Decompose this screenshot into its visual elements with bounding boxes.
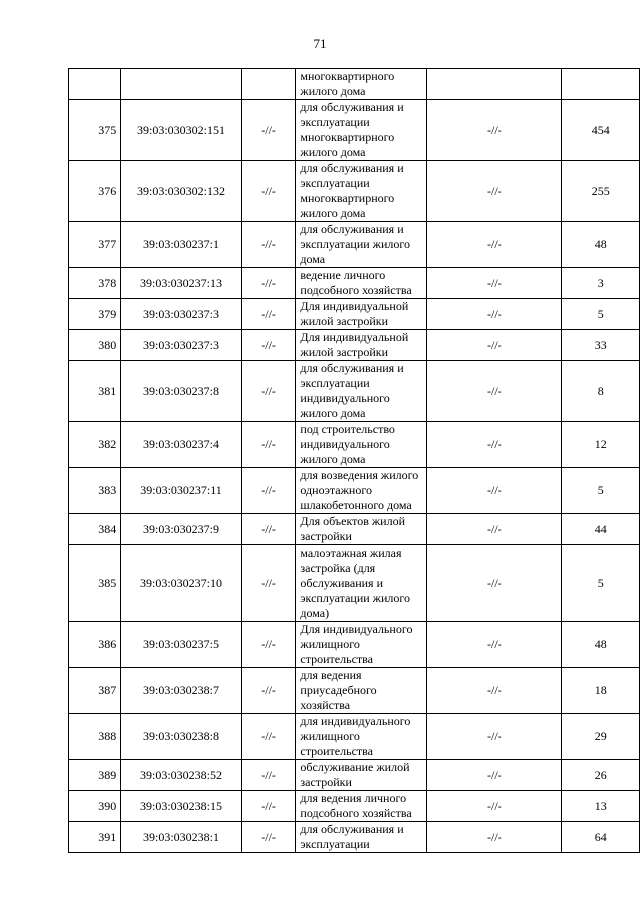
ditto-mark: -//- [241,299,296,330]
cadastral-number: 39:03:030238:52 [121,760,241,791]
ditto-mark: -//- [241,330,296,361]
ditto-mark: -//- [241,468,296,514]
table-row [69,361,640,422]
cadastral-number: 39:03:030238:1 [121,822,241,853]
table-row [69,668,640,714]
ditto-mark: -//- [427,161,562,222]
ditto-mark [241,69,296,100]
permitted-use: Для индивидуальной жилой застройки [296,330,427,361]
area-value: 3 [562,268,640,299]
area-value: 29 [562,714,640,760]
permitted-use: для обслуживания и эксплуатации [296,822,427,853]
row-number: 386 [69,622,121,668]
permitted-use: Для объектов жилой застройки [296,514,427,545]
cadastral-number: 39:03:030237:1 [121,222,241,268]
table-row [69,514,640,545]
row-number: 385 [69,545,121,622]
row-number: 387 [69,668,121,714]
area-value: 18 [562,668,640,714]
row-number: 381 [69,361,121,422]
ditto-mark: -//- [427,822,562,853]
cadastral-number: 39:03:030237:8 [121,361,241,422]
cadastral-number: 39:03:030238:7 [121,668,241,714]
ditto-mark: -//- [427,514,562,545]
area-value: 48 [562,222,640,268]
permitted-use: для индивидуального жилищного строительства [296,714,427,760]
row-number: 376 [69,161,121,222]
area-value: 12 [562,422,640,468]
table-row [69,422,640,468]
ditto-mark: -//- [427,100,562,161]
ditto-mark: -//- [241,760,296,791]
permitted-use: ведение личного подсобного хозяйства [296,268,427,299]
ditto-mark: -//- [241,668,296,714]
row-number: 388 [69,714,121,760]
row-number [69,69,121,100]
row-number: 389 [69,760,121,791]
table-row [69,468,640,514]
area-value: 5 [562,468,640,514]
table-row [69,622,640,668]
ditto-mark: -//- [241,268,296,299]
row-number: 378 [69,268,121,299]
ditto-mark: -//- [427,714,562,760]
ditto-mark: -//- [427,222,562,268]
table-row [69,791,640,822]
ditto-mark: -//- [427,299,562,330]
row-number: 382 [69,422,121,468]
row-number: 391 [69,822,121,853]
cadastral-number: 39:03:030238:8 [121,714,241,760]
permitted-use: для обслуживания и эксплуатации индивидуального жилого дома [296,361,427,422]
permitted-use: обслуживание жилой застройки [296,760,427,791]
cadastral-number: 39:03:030237:9 [121,514,241,545]
row-number: 390 [69,791,121,822]
ditto-mark: -//- [427,468,562,514]
row-number: 384 [69,514,121,545]
area-value: 255 [562,161,640,222]
table-row [69,714,640,760]
ditto-mark: -//- [427,791,562,822]
area-value: 8 [562,361,640,422]
cadastral-number: 39:03:030237:3 [121,299,241,330]
permitted-use: многоквартирного жилого дома [296,69,427,100]
table-row [69,268,640,299]
ditto-mark: -//- [427,268,562,299]
permitted-use: малоэтажная жилая застройка (для обслуживания и эксплуатации жилого дома) [296,545,427,622]
area-value [562,69,640,100]
row-number: 377 [69,222,121,268]
area-value: 454 [562,100,640,161]
table-row [69,545,640,622]
ditto-mark: -//- [241,361,296,422]
table-row [69,299,640,330]
permitted-use: для ведения приусадебного хозяйства [296,668,427,714]
table-row [69,69,640,100]
ditto-mark [427,69,562,100]
permitted-use: Для индивидуальной жилой застройки [296,299,427,330]
cadastral-number: 39:03:030237:4 [121,422,241,468]
ditto-mark: -//- [241,791,296,822]
permitted-use: для обслуживания и эксплуатации многоквартирного жилого дома [296,161,427,222]
cadastral-number: 39:03:030302:132 [121,161,241,222]
area-value: 5 [562,545,640,622]
table-row [69,222,640,268]
row-number: 375 [69,100,121,161]
cadastral-number: 39:03:030237:11 [121,468,241,514]
table-row [69,330,640,361]
row-number: 379 [69,299,121,330]
cadastral-number: 39:03:030238:15 [121,791,241,822]
cadastral-number: 39:03:030237:5 [121,622,241,668]
ditto-mark: -//- [241,514,296,545]
cadastral-number: 39:03:030237:3 [121,330,241,361]
ditto-mark: -//- [241,422,296,468]
permitted-use: Для индивидуального жилищного строительства [296,622,427,668]
area-value: 13 [562,791,640,822]
ditto-mark: -//- [241,822,296,853]
permitted-use: для возведения жилого одноэтажного шлакобетонного дома [296,468,427,514]
area-value: 33 [562,330,640,361]
ditto-mark: -//- [427,422,562,468]
ditto-mark: -//- [241,714,296,760]
cadastral-number [121,69,241,100]
ditto-mark: -//- [427,545,562,622]
area-value: 26 [562,760,640,791]
page-number: 71 [313,36,327,51]
permitted-use: для обслуживания и эксплуатации жилого дома [296,222,427,268]
permitted-use: для ведения личного подсобного хозяйства [296,791,427,822]
area-value: 48 [562,622,640,668]
land-plots-table [68,68,640,853]
cadastral-number: 39:03:030237:13 [121,268,241,299]
ditto-mark: -//- [427,668,562,714]
ditto-mark: -//- [241,161,296,222]
ditto-mark: -//- [427,361,562,422]
ditto-mark: -//- [241,100,296,161]
table-row [69,100,640,161]
table-row [69,161,640,222]
ditto-mark: -//- [427,760,562,791]
table-row [69,822,640,853]
row-number: 380 [69,330,121,361]
ditto-mark: -//- [241,545,296,622]
ditto-mark: -//- [241,222,296,268]
ditto-mark: -//- [427,622,562,668]
table-row [69,760,640,791]
area-value: 44 [562,514,640,545]
cadastral-number: 39:03:030302:151 [121,100,241,161]
ditto-mark: -//- [427,330,562,361]
ditto-mark: -//- [241,622,296,668]
permitted-use: под строительство индивидуального жилого дома [296,422,427,468]
cadastral-number: 39:03:030237:10 [121,545,241,622]
permitted-use: для обслуживания и эксплуатации многоквартирного жилого дома [296,100,427,161]
area-value: 5 [562,299,640,330]
row-number: 383 [69,468,121,514]
area-value: 64 [562,822,640,853]
